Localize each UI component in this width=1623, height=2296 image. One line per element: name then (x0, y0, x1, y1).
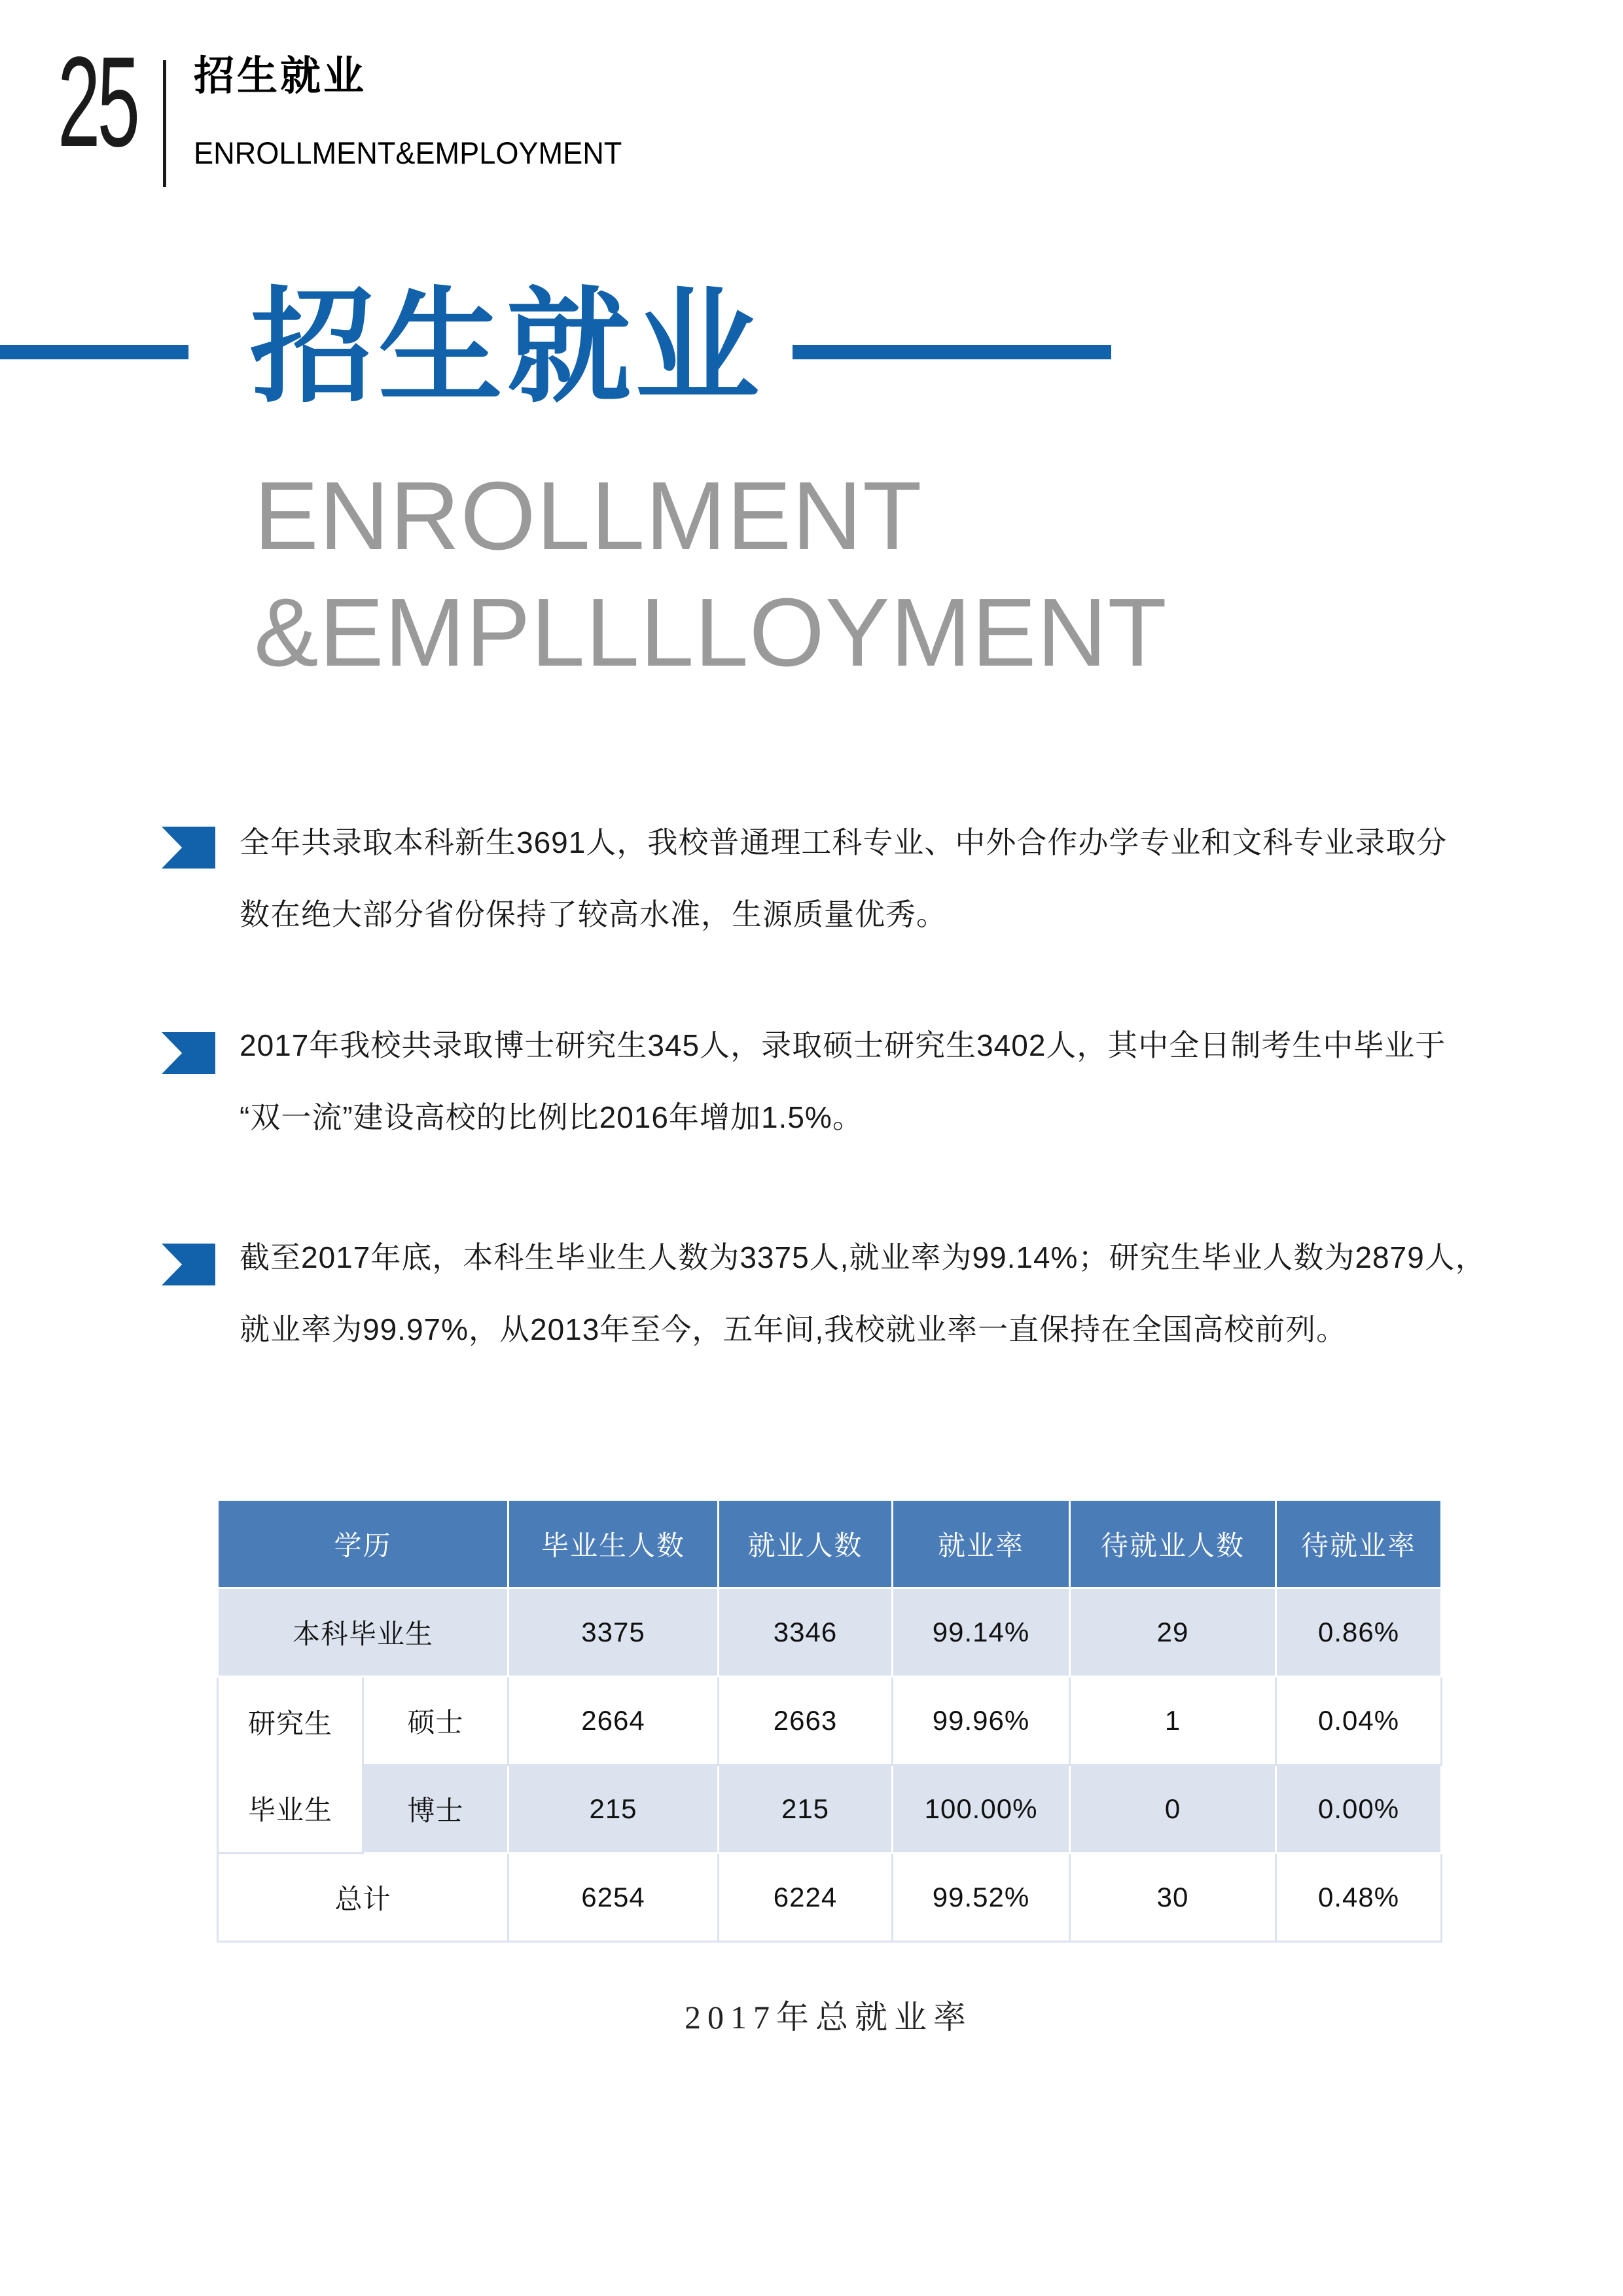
paragraph-line: 2017年我校共录取博士研究生345人，录取硕士研究生3402人，其中全日制考生中毕业于 (240, 1028, 1446, 1062)
title-left-bar (0, 345, 188, 359)
table-row (218, 1677, 1442, 1765)
cell-employed: 2663 (719, 1677, 893, 1765)
cell-graduates: 6254 (508, 1854, 719, 1942)
cell-pending: 0 (1070, 1765, 1276, 1854)
page-title: 招生就业 (250, 278, 764, 417)
table-row (218, 1765, 1442, 1854)
paragraph-line: 截至2017年底，本科生毕业生人数为3375人,就业率为99.14%；研究生毕业人数为2879人， (240, 1240, 1486, 1274)
bullet-flag-icon (162, 1032, 215, 1074)
paragraph-line: “双一流”建设高校的比例比2016年增加1.5%。 (240, 1100, 863, 1134)
cell-degree: 博士 (363, 1765, 508, 1854)
paragraph-employment-rate (240, 1221, 1486, 1365)
header-graduates: 毕业生人数 (508, 1500, 719, 1588)
cell-graduates: 2664 (508, 1677, 719, 1765)
cell-pending: 1 (1070, 1677, 1276, 1765)
cell-pending-rate: 0.00% (1276, 1765, 1442, 1854)
cell-pending-rate: 0.86% (1276, 1588, 1442, 1677)
cell-pending: 30 (1070, 1854, 1276, 1942)
degree-group-bottom: 毕业生 (247, 1794, 332, 1825)
cell-degree: 硕士 (363, 1677, 508, 1765)
cell-employed: 6224 (719, 1854, 893, 1942)
cell-employment-rate: 99.96% (893, 1677, 1070, 1765)
header-employment-rate: 就业率 (893, 1500, 1070, 1588)
header-employed: 就业人数 (719, 1500, 893, 1588)
cell-employment-rate: 99.52% (893, 1854, 1070, 1942)
page-subtitle-line2: &EMPLLLLOYMENT (254, 579, 1168, 687)
cell-degree-group (218, 1677, 363, 1854)
cell-employed: 215 (719, 1765, 893, 1854)
paragraph-enrollment-graduate (240, 1009, 1446, 1153)
masthead-section-title-en: ENROLLMENT&EMPLOYMENT (194, 135, 622, 170)
cell-pending-rate: 0.04% (1276, 1677, 1442, 1765)
cell-employed: 3346 (719, 1588, 893, 1677)
cell-degree: 总计 (218, 1854, 508, 1942)
header-pending: 待就业人数 (1070, 1500, 1276, 1588)
cell-degree: 本科毕业生 (218, 1588, 508, 1677)
paragraph-line: 数在绝大部分省份保持了较高水准，生源质量优秀。 (240, 897, 947, 931)
paragraph-enrollment-undergrad (240, 806, 1447, 950)
masthead-divider (163, 60, 166, 187)
bullet-flag-icon (162, 827, 215, 869)
cell-employment-rate: 99.14% (893, 1588, 1070, 1677)
bullet-flag-icon (162, 1244, 215, 1285)
cell-pending: 29 (1070, 1588, 1276, 1677)
table-header-row (218, 1500, 1442, 1588)
table-row (218, 1854, 1442, 1942)
header-pending-rate: 待就业率 (1276, 1500, 1442, 1588)
page-subtitle (254, 458, 1168, 691)
cell-pending-rate: 0.48% (1276, 1854, 1442, 1942)
table-caption: 2017年总就业率 (685, 1999, 972, 2036)
title-right-bar (793, 345, 1111, 359)
employment-table (217, 1499, 1442, 1943)
paragraph-line: 就业率为99.97%，从2013年至今，五年间,我校就业率一直保持在全国高校前列。 (240, 1312, 1347, 1346)
header-degree: 学历 (218, 1500, 508, 1588)
table-row (218, 1588, 1442, 1677)
cell-graduates: 215 (508, 1765, 719, 1854)
page-subtitle-line1: ENROLLMENT (254, 462, 923, 570)
page-number: 25 (58, 30, 137, 173)
masthead-section-title-cn: 招生就业 (194, 54, 367, 99)
cell-employment-rate: 100.00% (893, 1765, 1070, 1854)
paragraph-line: 全年共录取本科新生3691人，我校普通理工科专业、中外合作办学专业和文科专业录取分 (240, 825, 1448, 859)
cell-graduates: 3375 (508, 1588, 719, 1677)
degree-group-top: 研究生 (247, 1708, 332, 1739)
